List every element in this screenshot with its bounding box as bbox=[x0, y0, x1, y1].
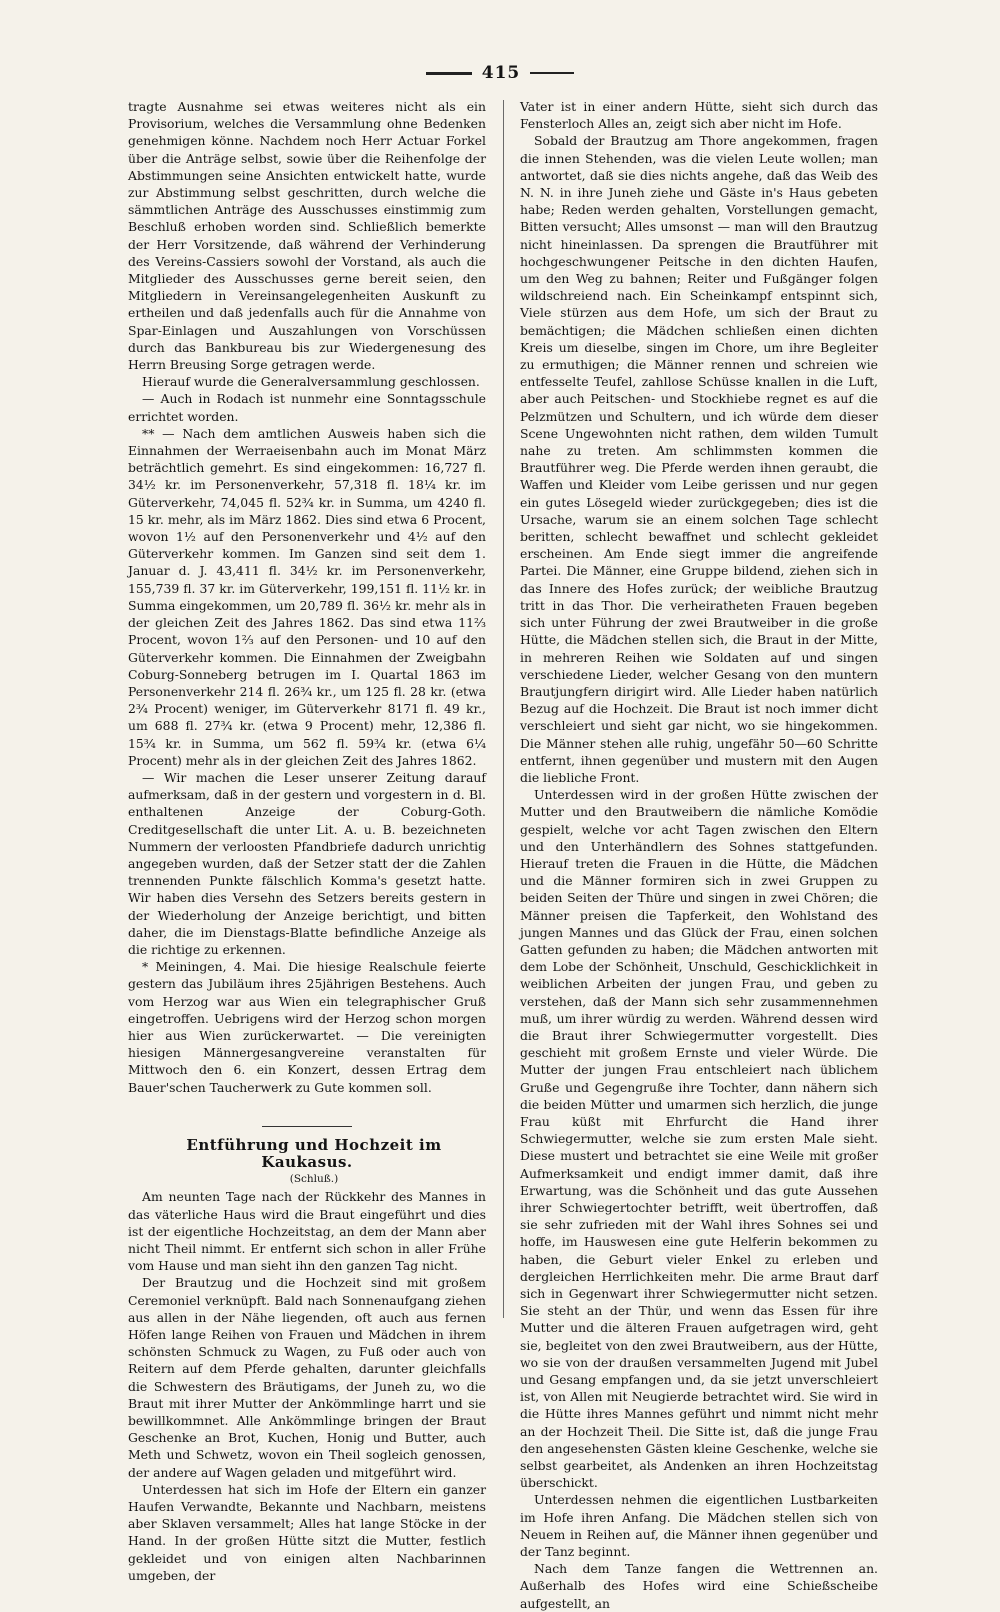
paragraph: ** — Nach dem amtlichen Ausweis haben sich die Einnahmen der Werraeisenbahn auch im Monat März beträchtlich gemehrt. Es sind eingekommen: 16,727 fl. 34½ kr. im Personenverkehr, 57,318 fl. 18¼ kr. im Güterverkehr, 74,045 fl. 52¾ kr. in Summa, um 4240 fl. 15 kr. mehr, als im März 1862. Dies sind etwa 6 Procent, wovon 1½ auf den Personenverkehr und 4½ auf den Güterverkehr kommen. Im Ganzen sind seit dem 1. Januar d. J. 43,411 fl. 34½ kr. im Personenverkehr, 155,739 fl. 37 kr. im Güterverkehr, 199,151 fl. 11½ kr. in Summa eingekommen, um 20,789 fl. 36½ kr. mehr als in der gleichen Zeit des Jahres 1862. Das sind etwa 11⅔ Procent, wovon 1⅔ auf den Personen- und 10 auf den Güterverkehr kommen. Die Einnahmen der Zweigbahn Coburg-Sonneberg betrugen im I. Quartal 1863 im Personenverkehr 214 fl. 26¾ kr., um 125 fl. 28 kr. (etwa 2¾ Procent) weniger, im Güterverkehr 8171 fl. 49 kr., um 688 fl. 27¾ kr. (etwa 9 Procent) mehr, 12,386 fl. 15¾ kr. in Summa, um 562 fl. 59¾ kr. (etwa 6¼ Procent) mehr als in der gleichen Zeit des Jahres 1862. bbox=[128, 425, 486, 768]
paragraph: Nach dem Tanze fangen die Wettrennen an. Außerhalb des Hofes wird eine Schießscheibe aufgestellt, an bbox=[520, 1561, 878, 1611]
right-column bbox=[520, 98, 878, 1611]
paragraph: Unterdessen hat sich im Hofe der Eltern ein ganzer Haufen Verwandte, Bekannte und Nachbarn, meistens aber Sklaven versammelt; Alles hat lange Stöcke in der Hand. In der großen Hütte sitzt die Mutter, festlich gekleidet und von einigen alten Nachbarinnen umgeben, der bbox=[128, 1481, 486, 1583]
paragraph: * Meiningen, 4. Mai. Die hiesige Realschule feierte gestern das Jubiläum ihres 25jährigen Bestehens. Auch vom Herzog war aus Wien ein telegraphischer Gruß eingetroffen. Uebrigens wird der Herzog schon morgen hier aus Wien zurückerwartet. — Die vereinigten hiesigen Männergesangvereine veranstalten für Mittwoch den 6. ein Konzert, dessen Ertrag dem Bauer'schen Taucherwerk zu Gute kommen soll. bbox=[128, 959, 486, 1095]
header-rule-right bbox=[530, 72, 574, 74]
header-rule-left bbox=[426, 72, 472, 75]
paragraph: Unterdessen wird in der großen Hütte zwischen der Mutter und den Brautweibern die nämliche Komödie gespielt, welche vor acht Tagen zwischen den Eltern und den Unterhändlern des Sohnes stattgefunden. Hierauf treten die Frauen in die Hütte, die Mädchen und die Männer formiren sich in zwei Gruppen zu beiden Seiten der Thüre und singen in zwei Chören; die Männer preisen die Tapferkeit, den Wohlstand des jungen Mannes und das Glück der Frau, einen solchen Gatten gefunden zu haben; die Mädchen antworten mit dem Lobe der Schönheit, Unschuld, Geschicklichkeit in weiblichen Arbeiten der jungen Frau, und geben zu verstehen, daß der Mann sich sehr zusammennehmen muß, um ihrer würdig zu werden. Während dessen wird die Braut ihrer Schwiegermutter vorgestellt. Dies geschieht mit großem Ernste und vieler Würde. Die Mutter der jungen Frau entschleiert nach üblichem Gruße und Gegengruße ihre Tochter, dann nähern sich die beiden Mütter und umarmen sich herzlich, die junge Frau küßt mit Ehrfurcht die Hand ihrer Schwiegermutter, welche sie zum ersten Male sieht. Diese mustert und betrachtet sie eine Weile mit großer Aufmerksamkeit und endigt immer damit, daß ihre Erwartung, was die Schönheit und das gute Aussehen ihrer Schwiegertochter betrifft, weit übertroffen, daß sie sehr zufrieden mit der Wahl ihres Sohnes sei und hoffe, im Hauswesen eine gute Helferin bekommen zu haben, die Geburt vieler Enkel zu erleben und dergleichen Herrlichkeiten mehr. Die arme Braut darf sich in Gegenwart ihrer Schwiegermutter nicht setzen. Sie steht an der Thür, und wenn das Essen für ihre Mutter und die älteren Frauen aufgetragen wird, geht sie, begleitet von den zwei Brautweibern, aus der Hütte, wo sie von der draußen versammelten Jugend mit Jubel und Gesang empfangen und, da sie jetzt unverschleiert ist, von Allen mit Neugierde betrachtet wird. Sie wird in die Hütte ihres Mannes geführt und nimmt nicht mehr an der Hochzeit Theil. Die Sitte ist, daß die junge Frau den angesehensten Gästen kleine Geschenke, welche sie selbst gearbeitet, als Andenken an ihren Hochzeitstag überschickt. bbox=[520, 787, 878, 1491]
paragraph: Hierauf wurde die Generalversammlung geschlossen. bbox=[142, 374, 480, 390]
paragraph: Vater ist in einer andern Hütte, sieht sich durch das Fensterloch Alles an, zeigt sich aber nicht im Hofe. bbox=[520, 99, 878, 132]
paragraph: Der Brautzug und die Hochzeit sind mit großem Ceremoniel verknüpft. Bald nach Sonnenaufgang ziehen aus allen in der Nähe liegenden, oft auch aus fernen Höfen lange Reihen von Frauen und Mädchen in ihrem schönsten Schmuck zu Wagen, zu Fuß oder auch von Reitern auf dem Pferde gehalten, darunter gleichfalls die Schwestern des Bräutigams, der Juneh zu, wo die Braut mit ihrer Mutter der Ankömmlinge harrt und sie bewillkommnet. Alle Ankömmlinge bringen der Braut Geschenke an Brot, Kuchen, Honig und Butter, auch Meth und Schwetz, wovon ein Theil sogleich genossen, der andere auf Wagen geladen und mitgeführt wird. bbox=[128, 1275, 486, 1480]
column-divider bbox=[503, 100, 504, 1318]
section-divider bbox=[262, 1126, 352, 1127]
section-subtitle: (Schluß.) bbox=[289, 1173, 339, 1186]
paragraph: — Auch in Rodach ist nunmehr eine Sonntagsschule errichtet worden. bbox=[128, 391, 486, 424]
paragraph: Unterdessen nehmen die eigentlichen Lustbarkeiten im Hofe ihren Anfang. Die Mädchen stellen sich von Neuem in Reihen auf, die Männer ihnen gegenüber und der Tanz beginnt. bbox=[520, 1492, 878, 1560]
paragraph: — Wir machen die Leser unserer Zeitung darauf aufmerksam, daß in der gestern und vorgestern in d. Bl. enthaltenen Anzeige der Coburg-Goth. Creditgesellschaft die unter Lit. A. u. B. bezeichneten Nummern der verloosten Pfandbriefe dadurch unrichtig angegeben wurden, daß der Setzer statt der die Zahlen trennenden Punkte fälschlich Komma's gesetzt hatte. Wir haben dies Versehn des Setzers bereits gestern in der Wiederholung der Anzeige berichtigt, und bitten daher, die im Dienstags-Blatte befindliche Anzeige als die richtige zu erkennen. bbox=[128, 769, 486, 957]
page-number: 415 bbox=[481, 63, 521, 83]
page-header bbox=[0, 58, 1000, 88]
paragraph: Sobald der Brautzug am Thore angekommen, fragen die innen Stehenden, was die vielen Leute wollen; man antwortet, daß sie dies nichts angehe, daß das Weib des N. N. in ihre Juneh ziehe und Gäste in's Haus gebeten habe; Reden werden gehalten, Vorstellungen gemacht, Bitten versucht; Alles umsonst — man will den Brautzug nicht hineinlassen. Da sprengen die Brautführer mit hochgeschwungener Peitsche in den dichten Haufen, um den Weg zu bahnen; Reiter und Fußgänger folgen wildschreiend nach. Ein Scheinkampf entspinnt sich, Viele stürzen aus dem Hofe, um sich der Braut zu bemächtigen; die Mädchen schließen einen dichten Kreis um dieselbe, singen im Chore, um ihre Begleiter zu ermuthigen; die Männer rennen und schreien wie entfesselte Teufel, zahllose Schüsse knallen in die Luft, aber auch Peitschen- und Stockhiebe regnet es auf die Pelzmützen und Schultern, und ich würde dem dieser Scene Ungewohnten nicht rathen, dem wilden Tumult nahe zu treten. Am schlimmsten kommen die Brautführer weg. Die Pferde werden ihnen geraubt, die Waffen und Kleider vom Leibe gerissen und nur gegen ein gutes Lösegeld wieder zurückgegeben; dies ist die Ursache, warum sie an einem solchen Tage schlecht beritten, schlecht bewaffnet und schlecht gekleidet erscheinen. Am Ende siegt immer die angreifende Partei. Die Männer, eine Gruppe bildend, ziehen sich in das Innere des Hofes zurück; der weibliche Brautzug tritt in das Thor. Die verheiratheten Frauen begeben sich unter Führung der zwei Brautweiber in die große Hütte, die Mädchen stellen sich, die Braut in der Mitte, in mehreren Reihen wie Soldaten auf und singen verschiedene Lieder, welcher Gesang von den muntern Brautjungfern dirigirt wird. Alle Lieder haben natürlich Bezug auf die Hochzeit. Die Braut ist noch immer dicht verschleiert und sieht gar nicht, wo sie hingekommen. Die Männer stehen alle ruhig, ungefähr 50—60 Schritte entfernt, ihnen gegenüber und mustern mit den Augen die liebliche Front. bbox=[520, 133, 878, 785]
left-column bbox=[128, 98, 486, 1583]
paragraph: tragte Ausnahme sei etwas weiteres nicht als ein Provisorium, welches die Versammlung ohne Bedenken genehmigen könne. Nachdem noch Herr Actuar Forkel über die Anträge selbst, sowie über die Reihenfolge der Abstimmungen seine Ansichten entwickelt hatte, wurde zur Abstimmung selbst geschritten, durch welche die sämmtlichen Anträge des Ausschusses einstimmig zum Beschluß erhoben worden sind. Schließlich bemerkte der Herr Vorsitzende, daß während der Verhinderung des Vereins-Cassiers sowohl der Vorstand, als auch die Mitglieder des Ausschusses gerne bereit seien, den Mitgliedern in Vereinsangelegenheiten Auskunft zu ertheilen und daß jedenfalls auch für die Annahme von Spar-Einlagen und Auszahlungen von Vorschüssen durch das Bankbureau bis zur Wiedergenesung des Herrn Breusing Sorge getragen werde. bbox=[128, 99, 486, 373]
paragraph: Am neunten Tage nach der Rückkehr des Mannes in das väterliche Haus wird die Braut eingeführt und dies ist der eigentliche Hochzeitstag, an dem der Mann aber nicht Theil nimmt. Er entfernt sich schon in aller Frühe vom Hause und man sieht ihn den ganzen Tag nicht. bbox=[128, 1189, 486, 1274]
section-title: Entführung und Hochzeit im Kaukasus. bbox=[186, 1135, 442, 1171]
